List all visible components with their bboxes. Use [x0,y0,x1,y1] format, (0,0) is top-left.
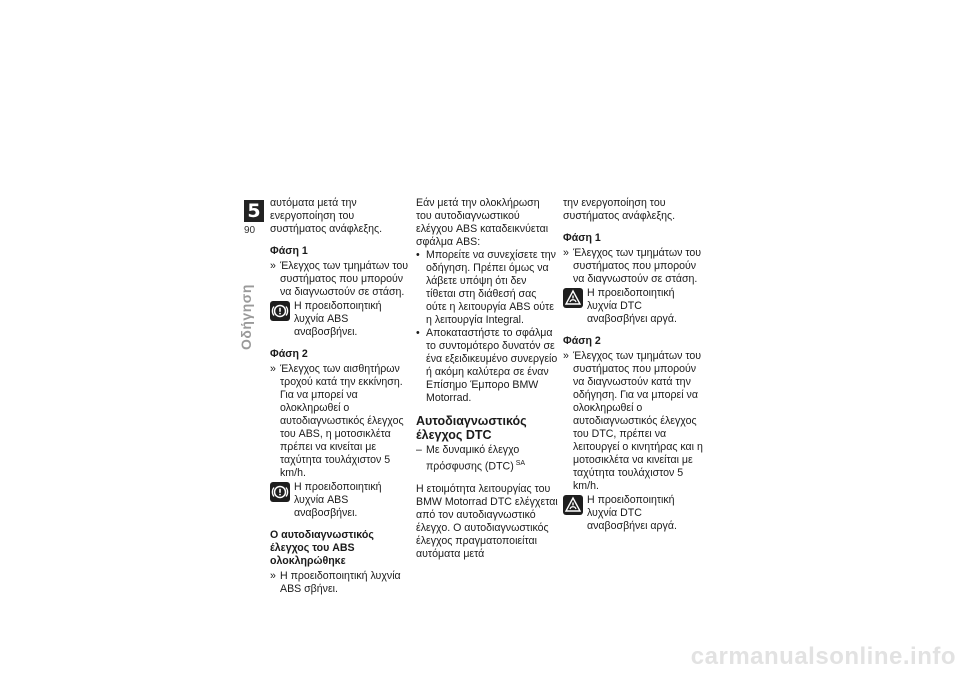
col3-phase1-heading: Φάση 1 [563,232,601,244]
step-marker: » [270,363,276,375]
bullet-marker: • [416,249,420,261]
watermark: carmanualsonline.info [690,643,956,670]
warning-text: Η προειδοποιητική λυχνία ABS αναβοσβήνει. [294,481,382,519]
chapter-number-tab [244,200,264,222]
col2-bullet-1 [416,249,558,327]
step-text: Η προειδοποιητική λυχνία ABS σβήνει. [280,570,401,595]
step-text: Έλεγχος των τμημάτων του συστήματος που μπορούν να διαγνωστούν σε στάση. [280,260,409,298]
dtc-option-item [416,444,558,474]
warning-text: Η προειδοποιητική λυχνία DTC αναβοσβήνει αργά. [587,494,677,532]
step-text: Έλεγχος των τμημάτων του συστήματος που μπορούν να διαγνωστούν σε στάση. [573,247,702,285]
column-2 [416,197,558,561]
col1-intro: αυτόματα μετά την ενεργοποίηση του συστήματος ανάφλεξης. [270,197,383,235]
col2-bullet-2 [416,327,558,405]
col1-phase2-heading: Φάση 2 [270,348,308,360]
column-3 [563,197,705,533]
dtc-option-text: Με δυναμικό έλεγχο πρόσφυσης (DTC) [426,444,520,473]
col1-phase1-step [270,260,410,299]
bullet-text: Αποκαταστήστε το σφάλμα το συντομότερο δυνατόν σε ένα εξειδικευμένο συνεργείο ή ακόμη καλύτερα σε έναν Επίσημο Έμπορο BMW Motorrad. [426,327,558,404]
step-text: Έλεγχος των αισθητήρων τροχού κατά την εκκίνηση. Για να μπορεί να ολοκληρωθεί ο αυτοδιαγνωστικός έλεγχος του ABS, η μοτοσικλέτα πρέπει να κινείται με ταχύτητα τουλάχιστον 5 km/h. [280,363,404,479]
bullet-marker: • [416,327,420,339]
col3-phase2-warning [563,494,705,533]
step-marker: » [563,350,569,362]
warning-text: Η προειδοποιητική λυχνία DTC αναβοσβήνει αργά. [587,287,677,325]
special-accessory-label: SA [515,460,526,467]
bullet-text: Μπορείτε να συνεχίσετε την οδήγηση. Πρέπει όμως να λάβετε υπόψη ότι δεν τίθεται στη διάθεσή σας ούτε η λειτουργία ABS ούτε η λειτουργία Integral. [426,249,556,326]
col3-phase1-step [563,247,705,286]
col3-phase2-heading: Φάση 2 [563,335,601,347]
col1-done-heading: Ο αυτοδιαγνωστικός έλεγχος του ABS ολοκληρώθηκε [270,529,374,567]
col1-phase1-warning [270,300,410,339]
abs-warning-light-icon [270,301,290,321]
abs-warning-light-icon [270,482,290,502]
dash-marker: – [416,444,422,456]
warning-text: Η προειδοποιητική λυχνία ABS αναβοσβήνει. [294,300,382,338]
dtc-warning-light-icon [563,495,583,515]
chapter-number: 5 [247,199,261,222]
chapter-title: Οδήγηση [238,284,254,350]
step-marker: » [563,247,569,259]
step-text: Έλεγχος των τμημάτων του συστήματος που μπορούν να διαγνωστούν κατά την οδήγηση. Για να μπορεί να ολοκληρωθεί ο αυτοδιαγνωστικός έλεγχος του DTC, πρέπει να λειτουργεί ο κινητήρας και η μοτοσικλέτα να κινείται με ταχύτητα τουλάχιστον 5 km/h. [573,350,703,492]
page-number: 90 [244,225,256,236]
col1-phase2-step [270,363,410,480]
col3-phase1-warning [563,287,705,326]
col1-done-step [270,570,410,596]
column-1 [270,197,410,596]
step-marker: » [270,260,276,272]
col1-phase1-heading: Φάση 1 [270,245,308,257]
col2-intro: Εάν μετά την ολοκλήρωση του αυτοδιαγνωστικού ελέγχου ABS καταδεικνύεται σφάλμα ABS: [416,197,549,248]
col1-phase2-warning [270,481,410,520]
col3-phase2-step [563,350,705,493]
col3-intro: την ενεργοποίηση του συστήματος ανάφλεξης. [563,197,676,222]
dtc-section-heading: Αυτοδιαγνωστικός έλεγχος DTC [416,414,527,442]
dtc-paragraph: Η ετοιμότητα λειτουργίας του BMW Motorrad DTC ελέγχεται από τον αυτοδιαγνωστικό έλεγχο. Ο αυτοδιαγνωστικός έλεγχος πραγματοποιείται αυτόματα μετά [416,482,558,560]
dtc-warning-light-icon [563,288,583,308]
step-marker: » [270,570,276,582]
